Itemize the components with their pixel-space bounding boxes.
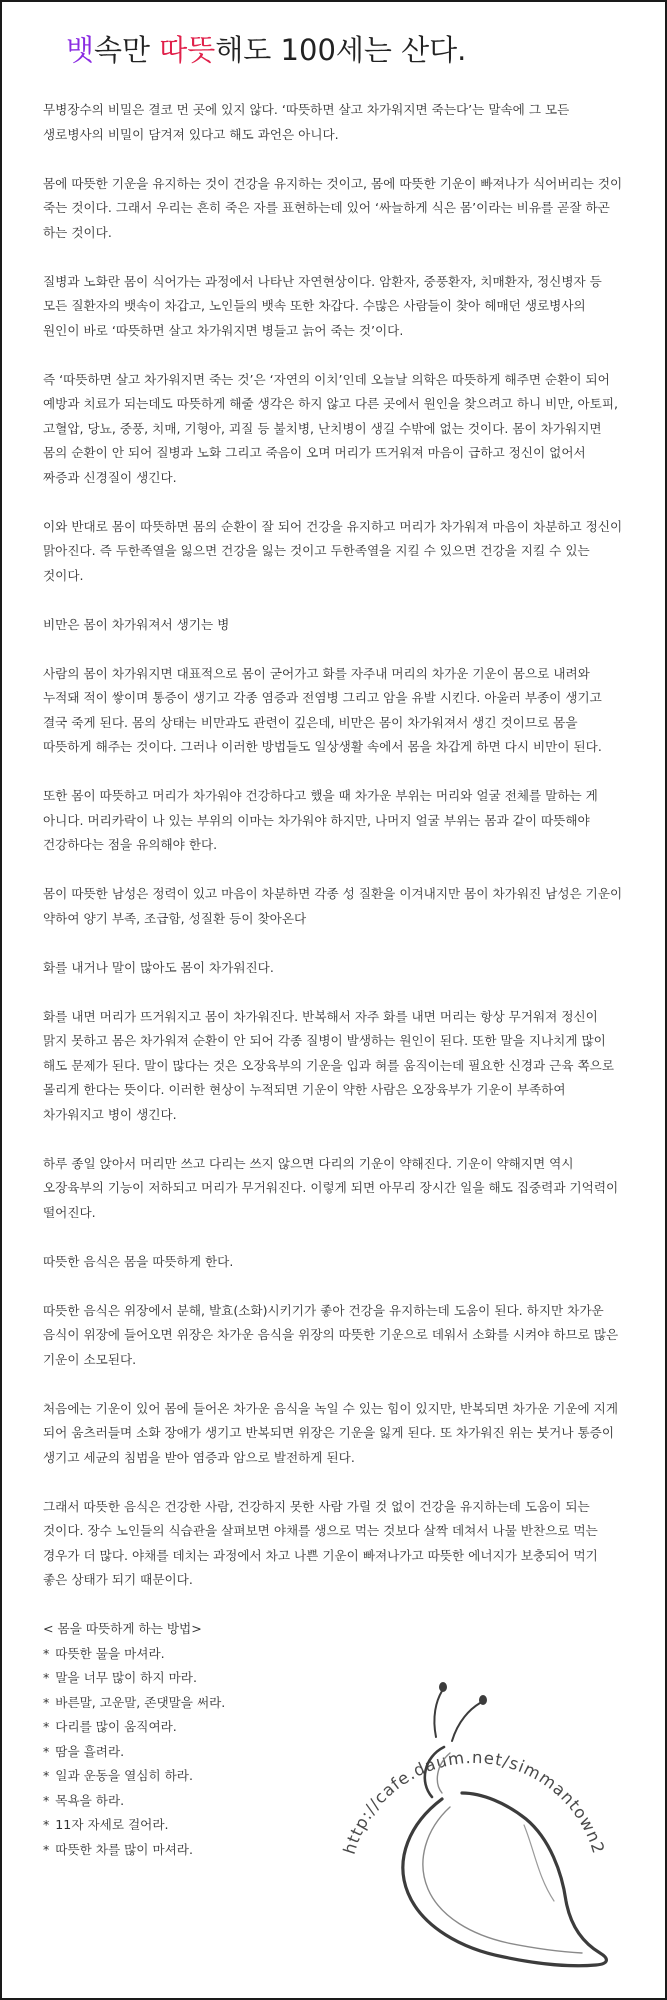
title-text-2: 해도 100세는 산다.	[215, 33, 467, 67]
bullet-icon: *	[43, 1694, 50, 1710]
bullet-icon: *	[43, 1792, 50, 1808]
section-heading: 비만은 몸이 차가워져서 생기는 병	[43, 616, 230, 632]
bullet-icon: *	[43, 1841, 50, 1857]
paragraph: 그래서 따뜻한 음식은 건강한 사람, 건강하지 못한 사람 가릴 것 없이 건강을 유지하는데 도움이 되는 것이다. 장수 노인들의 식습관을 살펴보면 야채를 생으로 먹는 것보다 살짝 데쳐서 나물 반찬으로 먹는 경우가 더 많다. 야채를 데치는 과정에서 차고 나쁜 기운이 빠져나가고 따뜻한 에너지가 보충되어 먹기 좋은 상태가 되기 때문이다.	[43, 1498, 598, 1587]
bullet-icon: *	[43, 1817, 50, 1832]
list-item-text: 말을 너무 많이 하지 마라.	[55, 1670, 197, 1685]
paragraph: 하루 종일 앉아서 머리만 쓰고 다리는 쓰지 않으면 다리의 기운이 약해진다. 기운이 약해지면 역시 오장육부의 기능이 저하되고 머리가 무거워진다. 이렇게 되면 아무리 장시간 일을 해도 집중력과 기억력이 떨어진다.	[43, 1155, 619, 1220]
paragraph: 화를 내면 머리가 뜨거워지고 몸이 차가워진다. 반복해서 자주 화를 내면 머리는 항상 무거워져 정신이 맑지 못하고 몸은 차가워져 순환이 안 되어 각종 질병이 발생하는 원인이 된다. 또한 말을 지나치게 많이 해도 문제가 된다. 말이 많다는 것은 오장육부의 기운을 입과 혀를 움직이는데 필요한 신경과 근육 쪽으로 몰리게 한다는 뜻이다. 이러한 현상이 누적되면 기운이 약한 사람은 오장육부가 기운이 부족하여 차가워지고 병이 생긴다.	[43, 1008, 615, 1122]
paragraph: 즉 ‘따뜻하면 살고 차가워지면 죽는 것’은 ‘자연의 이치’인데 오늘날 의학은 따뜻하게 해주면 순환이 되어 예방과 치료가 되는데도 따뜻하게 해줄 생각은 하지 않고 다른 곳에서 원인을 찾으려고 하니 비만, 아토피, 고혈압, 당뇨, 중풍, 치매, 기형아, 괴질 등 불치병, 난치병이 생길 수밖에 없는 것이다. 몸이 차가워지면 몸의 순환이 안 되어 질병과 노화 그리고 죽음이 오며 머리가 뜨거워져 마음이 급하고 정신이 없어서 짜증과 신경질이 생긴다.	[43, 371, 619, 485]
paragraph: 처음에는 기운이 있어 몸에 들어온 차가운 음식을 녹일 수 있는 힘이 있지만, 반복되면 차가운 기운에 지게 되어 움츠러들며 소화 장애가 생기고 반복되면 위장은 기운을 잃게 된다. 또 차가워진 위는 붓거나 통증이 생기고 세균의 침범을 받아 염증과 암으로 발전하게 된다.	[43, 1400, 619, 1465]
list-item-text: 따뜻한 차를 많이 마셔라.	[55, 1841, 193, 1857]
paragraph: 이와 반대로 몸이 따뜻하면 몸의 순환이 잘 되어 건강을 유지하고 머리가 차가워져 마음이 차분하고 정신이 맑아진다. 즉 두한족열을 잃으면 건강을 잃는 것이고 두한족열을 지킬 수 있으면 건강을 지킬 수 있는 것이다.	[43, 518, 623, 583]
watermark-url-path: http://cafe.daum.net/simmantown2	[339, 1747, 609, 1857]
methods-heading: < 몸을 따뜻하게 하는 방법>	[43, 1621, 202, 1636]
bullet-icon: *	[43, 1670, 50, 1685]
paragraph: 또한 몸이 따뜻하고 머리가 차가워야 건강하다고 했을 때 차가운 부위는 머리와 얼굴 전체를 말하는 게 아니다. 머리카락이 나 있는 부위의 이마는 차가워야 하지만, 나머지 얼굴 부위는 몸과 같이 따뜻해야 건강하다는 점을 유의해야 한다.	[43, 788, 598, 852]
list-item-text: 따뜻한 물을 마셔라.	[55, 1645, 165, 1661]
bullet-icon: *	[43, 1719, 50, 1734]
list-item-text: 땀을 흘려라.	[55, 1743, 125, 1759]
title-highlight-warm: 따뜻	[159, 33, 216, 67]
paragraph: 무병장수의 비밀은 결코 먼 곳에 있지 않다. ‘따뜻하면 살고 차가워지면 죽는다’는 말속에 그 모든 생로병사의 비밀이 담겨져 있다고 해도 과언은 아니다.	[43, 102, 570, 142]
list-item-text: 다리를 많이 움직여라.	[55, 1719, 177, 1734]
paragraph: 몸이 따뜻한 남성은 정력이 있고 마음이 차분하면 각종 성 질환을 이겨내지만 몸이 차가워진 남성은 기운이 약하여 양기 부족, 조급함, 성질환 등이 찾아온다	[43, 886, 623, 926]
snail-watermark-logo	[324, 1587, 624, 1987]
bullet-icon: *	[43, 1645, 50, 1661]
paragraph: 따뜻한 음식은 위장에서 분해, 발효(소화)시키기가 좋아 건강을 유지하는데 도움이 된다. 하지만 차가운 음식이 위장에 들어오면 위장은 차가운 음식을 위장의 따뜻한 기운으로 데워서 소화를 시켜야 하므로 많은 기운이 소모된다.	[43, 1302, 619, 1367]
bullet-icon: *	[43, 1768, 50, 1783]
watermark-url-text	[340, 1748, 609, 1857]
list-item-text: 목욕을 하라.	[55, 1792, 125, 1808]
section-heading: 따뜻한 음식은 몸을 따뜻하게 한다.	[43, 1253, 234, 1269]
list-item-text: 바른말, 고운말, 존댓말을 써라.	[55, 1694, 226, 1710]
title-text-1: 속만	[94, 33, 160, 67]
page-title	[66, 30, 466, 70]
list-item-text: 일과 운동을 열심히 하라.	[55, 1768, 193, 1783]
paragraph: 몸에 따뜻한 기운을 유지하는 것이 건강을 유지하는 것이고, 몸에 따뜻한 기운이 빠져나가 식어버리는 것이 죽는 것이다. 그래서 우리는 흔히 죽은 자를 표현하는데 있어 ‘싸늘하게 식은 몸’이라는 비유를 곧잘 하곤 하는 것이다.	[43, 175, 623, 240]
section-heading: 화를 내거나 말이 많아도 몸이 차가워진다.	[43, 959, 274, 975]
title-highlight-belly: 뱃	[66, 33, 95, 67]
paragraph: 질병과 노화란 몸이 식어가는 과정에서 나타난 자연현상이다. 암환자, 중풍환자, 치매환자, 정신병자 등 모든 질환자의 뱃속이 차갑고, 노인들의 뱃속 또한 차갑다. 수많은 사람들이 찾아 헤매던 생로병사의 원인이 바로 ‘따뜻하면 살고 차가워지면 병들고 늙어 죽는 것’이다.	[43, 273, 602, 338]
paragraph: 사람의 몸이 차가워지면 대표적으로 몸이 굳어가고 화를 자주내 머리의 차가운 기운이 몸으로 내려와 누적돼 적이 쌓이며 통증이 생기고 각종 염증과 전염병 그리고 암을 유발 시킨다. 아울러 부종이 생기고 결국 죽게 된다. 몸의 상태는 비만과도 관련이 깊은데, 비만은 몸이 차가워져서 생긴 것이므로 몸을 따뜻하게 해주는 것이다. 그러나 이러한 방법들도 일상생활 속에서 몸을 차갑게 하면 다시 비만이 된다.	[43, 665, 602, 754]
snail-icon	[403, 1682, 606, 1966]
bullet-icon: *	[43, 1743, 50, 1759]
list-item-text: 11자 자세로 걸어라.	[55, 1817, 169, 1832]
